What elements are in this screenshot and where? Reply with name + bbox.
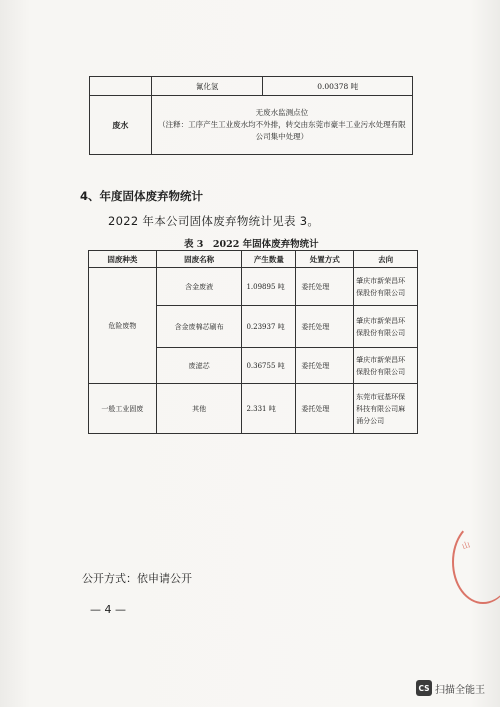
waste-name: 废滤芯 (156, 348, 242, 384)
header-cell: 固废名称 (156, 251, 242, 268)
disclosure-text: 公开方式：依申请公开 (82, 572, 192, 585)
destination (354, 306, 418, 348)
waste-name: 含金废棉芯刷布 (156, 306, 242, 348)
destination (354, 348, 418, 384)
destination-line: 肇庆市新荣昌环 (356, 316, 406, 325)
scanner-watermark (416, 679, 485, 697)
destination (354, 268, 418, 306)
camscanner-icon: CS (416, 680, 432, 696)
note-line: （注释：工序产生工业废水均不外排，转交由东莞市豪丰工业污水处理有限 (158, 120, 406, 129)
emissions-table (89, 76, 413, 155)
section-heading: 4、年度固体废弃物统计 (80, 189, 204, 203)
waste-name: 含金废液 (156, 268, 242, 306)
destination-line: 保股份有限公司 (356, 367, 406, 376)
table-row (90, 77, 413, 96)
category-cell: 危险废物 (89, 268, 157, 384)
category-cell: 一般工业固废 (89, 384, 157, 434)
wastewater-note (151, 96, 412, 155)
seal-stamp-text: 山 (460, 539, 472, 552)
pollutant-amount: 0.00378 吨 (263, 77, 413, 96)
pollutant-name: 氰化氢 (151, 77, 263, 96)
waste-amount: 2.331 吨 (242, 384, 296, 434)
waste-name: 其他 (156, 384, 242, 434)
table-caption: 表 3 2022 年固体废弃物统计 (184, 239, 319, 250)
table-header-row (89, 251, 418, 268)
note-line: 无废水监测点位 (255, 108, 309, 117)
destination-line: 肇庆市新荣昌环 (356, 276, 406, 285)
waste-amount: 1.09895 吨 (242, 268, 296, 306)
disposal-method: 委托处理 (296, 348, 354, 384)
disposal-method: 委托处理 (296, 268, 354, 306)
destination-line: 涌分公司 (356, 416, 385, 425)
destination-line: 肇庆市新荣昌环 (356, 355, 406, 364)
header-cell: 固废种类 (89, 251, 157, 268)
header-cell: 产生数量 (242, 251, 296, 268)
header-cell: 去向 (354, 251, 418, 268)
watermark-label: 扫描全能王 (435, 684, 485, 696)
seal-stamp (452, 520, 500, 604)
solid-waste-table (88, 250, 418, 434)
waste-amount: 0.23937 吨 (242, 306, 296, 348)
destination-line: 科技有限公司麻 (356, 404, 406, 413)
destination (354, 384, 418, 434)
table-row (89, 268, 418, 306)
table-row (89, 384, 418, 434)
wastewater-label: 废水 (90, 96, 152, 155)
disposal-method: 委托处理 (296, 306, 354, 348)
destination-line: 保股份有限公司 (356, 288, 406, 297)
disposal-method: 委托处理 (296, 384, 354, 434)
page-number: — 4 — (90, 603, 126, 616)
destination-line: 东莞市冠基环保 (356, 392, 406, 401)
header-cell: 处置方式 (296, 251, 354, 268)
destination-line: 保股份有限公司 (356, 328, 406, 337)
table-row (90, 96, 413, 155)
waste-amount: 0.36755 吨 (242, 348, 296, 384)
intro-text: 2022 年本公司固体废弃物统计见表 3。 (108, 214, 320, 228)
note-line: 公司集中处理） (255, 132, 309, 141)
